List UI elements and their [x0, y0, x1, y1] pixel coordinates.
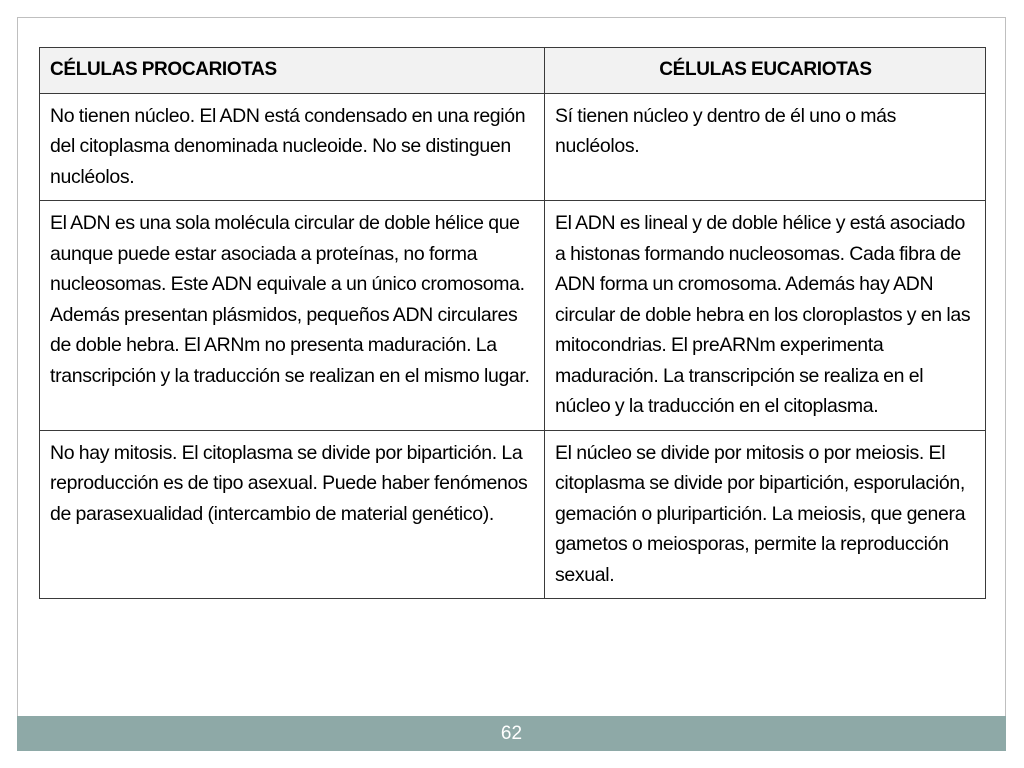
page-number: 62 — [500, 723, 523, 744]
table-header-row — [40, 48, 986, 94]
table-row — [40, 201, 986, 431]
comparison-table-container — [39, 47, 985, 599]
cell-prokaryotic-division: No hay mitosis. El citoplasma se divide por bipartición. La reproducción es de tipo asexual. Puede haber fenómenos de parasexualidad (intercambio de material genético). — [40, 430, 545, 599]
table-row — [40, 430, 986, 599]
header-prokaryotic: CÉLULAS PROCARIOTAS — [40, 48, 545, 94]
cell-prokaryotic-dna: El ADN es una sola molécula circular de doble hélice que aunque puede estar asociada a proteínas, no forma nucleosomas. Este ADN equivale a un único cromosoma. Además presentan plásmidos, pequeños ADN circulares de doble hebra. El ARNm no presenta maduración. La transcripción y la traducción se realizan en el mismo lugar. — [40, 201, 545, 431]
cell-eukaryotic-nucleus: Sí tienen núcleo y dentro de él uno o más nucléolos. — [545, 93, 986, 201]
cell-eukaryotic-division: El núcleo se divide por mitosis o por meiosis. El citoplasma se divide por bipartición, esporulación, gemación o pluripartición. La meiosis, que genera gametos o meiosporas, permite la reproducción sexual. — [545, 430, 986, 599]
table-row — [40, 93, 986, 201]
comparison-table — [39, 47, 986, 599]
header-eukaryotic: CÉLULAS EUCARIOTAS — [545, 48, 986, 94]
footer-bar — [17, 716, 1006, 751]
cell-eukaryotic-dna: El ADN es lineal y de doble hélice y está asociado a histonas formando nucleosomas. Cada fibra de ADN forma un cromosoma. Además hay ADN circular de doble hebra en los cloroplastos y en las mitocondrias. El preARNm experimenta maduración. La transcripción se realiza en el núcleo y la traducción en el citoplasma. — [545, 201, 986, 431]
cell-prokaryotic-nucleus: No tienen núcleo. El ADN está condensado en una región del citoplasma denominada nucleoide. No se distinguen nucléolos. — [40, 93, 545, 201]
